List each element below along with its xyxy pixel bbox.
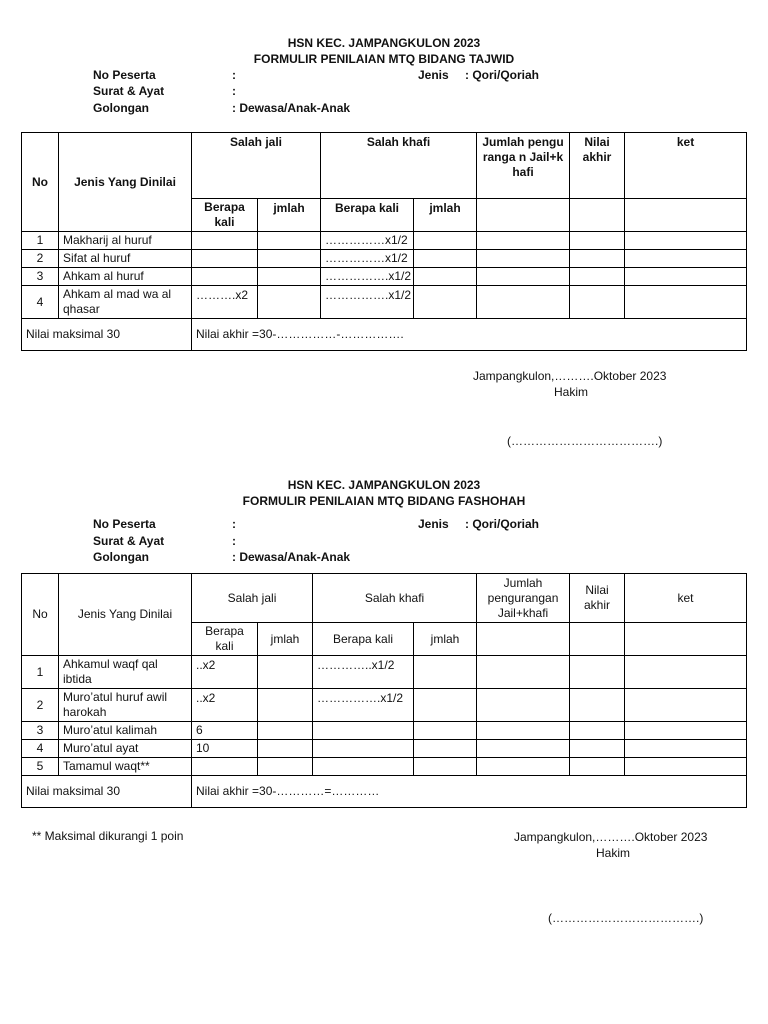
row-jali: ……….x2 [192,286,258,319]
row-khafi-jmlah [414,740,477,758]
row-jumlah [477,656,570,689]
row-nilai [570,250,625,268]
table-row [22,268,747,286]
form2-sign-name: (……………………………….) [548,911,704,925]
form1-header-jenis: Jenis Yang Dinilai [59,133,192,232]
form2-nilai-akhir-formula: Nilai akhir =30-…………=………… [192,776,747,808]
row-no: 2 [22,250,59,268]
row-khafi: …………….x1/2 [321,286,414,319]
row-jumlah [477,722,570,740]
form2-cell-empty [477,623,570,656]
form1-header-berapa-kali-jali: Berapa kali [192,199,258,232]
form2-cell-empty [570,623,625,656]
table-row [22,656,747,689]
row-ket [625,740,747,758]
row-jali-jmlah [258,689,313,722]
form1-header-jumlah: Jumlah penguranga n Jail+khafi [477,133,570,199]
row-jumlah [477,286,570,319]
row-jali: ..x2 [192,656,258,689]
row-nilai [570,689,625,722]
row-nilai [570,286,625,319]
row-jumlah [477,232,570,250]
form2-header-salah-jali: Salah jali [192,574,313,623]
row-ket [625,656,747,689]
form2-no-peserta-colon: : [232,517,236,531]
table-row [22,286,747,319]
row-item: Tamamul waqt** [59,758,192,776]
form2-golongan-label: Golongan [93,550,149,564]
form2-jenis-label: Jenis [418,517,449,531]
row-nilai [570,268,625,286]
row-ket [625,689,747,722]
form1-cell-empty [477,199,570,232]
form1-header-nilai: Nilai akhir [570,133,625,199]
form1-golongan-label: Golongan [93,101,149,115]
row-jali-jmlah [258,656,313,689]
row-no: 5 [22,758,59,776]
row-khafi-jmlah [414,286,477,319]
row-ket [625,758,747,776]
row-jali [192,268,258,286]
form1-golongan-value: : Dewasa/Anak-Anak [232,101,351,115]
form2-header-jmlah-jali: jmlah [258,623,313,656]
form1-cell-empty [570,199,625,232]
row-khafi-jmlah [414,689,477,722]
form2-header-no: No [22,574,59,656]
table-footer-row [22,319,747,351]
row-item: Ahkam al huruf [59,268,192,286]
form2-header-nilai: Nilai akhir [570,574,625,623]
table-row [22,250,747,268]
form2-title-1: HSN KEC. JAMPANGKULON 2023 [287,478,481,492]
form1-header-berapa-kali-khafi: Berapa kali [321,199,414,232]
row-ket [625,722,747,740]
row-jali-jmlah [258,286,321,319]
row-khafi [313,722,414,740]
row-jali-jmlah [258,740,313,758]
row-jali-jmlah [258,722,313,740]
row-ket [625,250,747,268]
row-item: Ahkam al mad wa al qhasar [59,286,192,319]
row-ket [625,268,747,286]
table-row [22,722,747,740]
row-jali: ..x2 [192,689,258,722]
form2-cell-empty [625,623,747,656]
form2-header-salah-khafi: Salah khafi [313,574,477,623]
row-jumlah [477,268,570,286]
row-jumlah [477,689,570,722]
form1-jenis-label: Jenis [418,68,449,82]
form1-nilai-maksimal: Nilai maksimal 30 [22,319,192,351]
row-jali [192,758,258,776]
row-item: Muro’atul huruf awil harokah [59,689,192,722]
row-jali-jmlah [258,232,321,250]
form2-header-jenis: Jenis Yang Dinilai [59,574,192,656]
form1-title-2: FORMULIR PENILAIAN MTQ BIDANG TAJWID [253,52,515,66]
form1-no-peserta-colon: : [232,68,236,82]
form1-sign-name: (……………………………….) [507,434,663,448]
form2-header-jmlah-khafi: jmlah [414,623,477,656]
form1-sign-place: Jampangkulon,……….Oktober 2023 [473,369,667,383]
row-jumlah [477,250,570,268]
table-row [22,740,747,758]
row-no: 2 [22,689,59,722]
row-khafi-jmlah [414,758,477,776]
form1-sign-role: Hakim [554,385,589,399]
row-jali [192,232,258,250]
row-khafi: …………..x1/2 [313,656,414,689]
form2-header-berapa-kali-jali: Berapa kali [192,623,258,656]
row-jali: 10 [192,740,258,758]
row-no: 4 [22,286,59,319]
row-nilai [570,656,625,689]
row-khafi-jmlah [414,250,477,268]
form2-sign-role: Hakim [596,846,631,860]
form2-header-jumlah: Jumlah pengurangan Jail+khafi [477,574,570,623]
form1-header-salah-khafi: Salah khafi [321,133,477,199]
form2-title-2: FORMULIR PENILAIAN MTQ BIDANG FASHOHAH [242,494,526,508]
row-khafi: ……………x1/2 [321,250,414,268]
row-no: 3 [22,722,59,740]
form1-nilai-akhir-formula: Nilai akhir =30-……………-……………. [192,319,747,351]
row-jali [192,250,258,268]
row-nilai [570,758,625,776]
row-ket [625,286,747,319]
row-khafi [313,758,414,776]
row-no: 1 [22,656,59,689]
row-khafi-jmlah [414,232,477,250]
row-no: 1 [22,232,59,250]
row-nilai [570,722,625,740]
row-jumlah [477,740,570,758]
form1-header-no: No [22,133,59,232]
row-item: Makharij al huruf [59,232,192,250]
row-khafi: ……………x1/2 [321,232,414,250]
form2-footnote: ** Maksimal dikurangi 1 poin [32,829,184,843]
form2-no-peserta-label: No Peserta [93,517,156,531]
form2-golongan-value: : Dewasa/Anak-Anak [232,550,351,564]
row-jumlah [477,758,570,776]
row-khafi: …………….x1/2 [313,689,414,722]
row-nilai [570,740,625,758]
form2-score-table [21,573,747,808]
form1-title-1: HSN KEC. JAMPANGKULON 2023 [287,36,481,50]
form1-header-ket: ket [625,133,747,199]
row-item: Muro’atul ayat [59,740,192,758]
table-row [22,689,747,722]
row-khafi-jmlah [414,268,477,286]
row-khafi: …………….x1/2 [321,268,414,286]
row-jali-jmlah [258,250,321,268]
row-no: 3 [22,268,59,286]
row-jali-jmlah [258,758,313,776]
form1-header-jmlah-khafi: jmlah [414,199,477,232]
form1-jenis-value: : Qori/Qoriah [465,68,540,82]
form2-surat-colon: : [232,534,236,548]
form2-sign-place: Jampangkulon,……….Oktober 2023 [514,830,708,844]
row-khafi-jmlah [414,722,477,740]
table-footer-row [22,776,747,808]
form2-header-ket: ket [625,574,747,623]
form1-score-table [21,132,747,351]
table-row [22,758,747,776]
form1-surat-label: Surat & Ayat [93,84,165,98]
row-ket [625,232,747,250]
form1-no-peserta-label: No Peserta [93,68,156,82]
form1-surat-colon: : [232,84,236,98]
form2-header-berapa-kali-khafi: Berapa kali [313,623,414,656]
row-item: Sifat al huruf [59,250,192,268]
form2-jenis-value: : Qori/Qoriah [465,517,540,531]
form1-cell-empty [625,199,747,232]
row-item: Muro’atul kalimah [59,722,192,740]
form2-nilai-maksimal: Nilai maksimal 30 [22,776,192,808]
row-nilai [570,232,625,250]
row-khafi [313,740,414,758]
form1-header-salah-jali: Salah jali [192,133,321,199]
row-no: 4 [22,740,59,758]
row-item: Ahkamul waqf qal ibtida [59,656,192,689]
row-khafi-jmlah [414,656,477,689]
row-jali-jmlah [258,268,321,286]
table-row [22,232,747,250]
row-jali: 6 [192,722,258,740]
form2-surat-label: Surat & Ayat [93,534,165,548]
form1-header-jmlah-jali: jmlah [258,199,321,232]
